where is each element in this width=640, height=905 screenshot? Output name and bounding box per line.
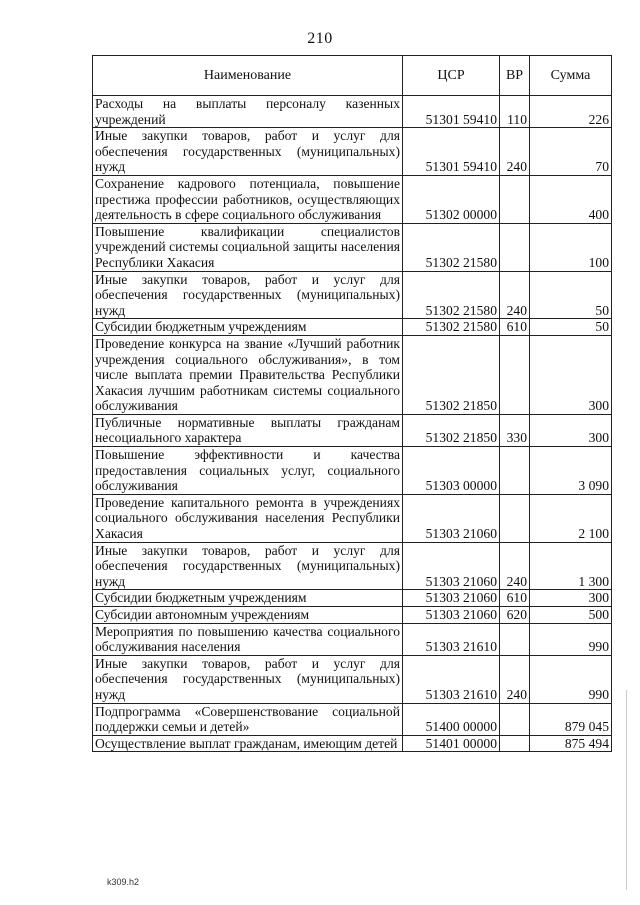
header-name: Наименование (93, 56, 403, 96)
cell-csr: 51303 00000 (403, 447, 500, 495)
cell-sum: 300 (530, 414, 612, 446)
cell-csr: 51302 21580 (403, 223, 500, 271)
cell-name: Сохранение кадрового потенциала, повышение престижа профессии работников, осуществляющих деятельность в сфере социального обслуживания (93, 175, 403, 223)
cell-sum: 50 (530, 271, 612, 319)
cell-csr: 51302 21850 (403, 414, 500, 446)
table-row (93, 319, 612, 336)
cell-csr: 51303 21610 (403, 655, 500, 703)
table-row (93, 703, 612, 735)
cell-name: Подпрограмма «Совершенствование социальной поддержки семьи и детей» (93, 703, 403, 735)
cell-name: Расходы на выплаты персоналу казенных учреждений (93, 96, 403, 128)
cell-sum: 875 494 (530, 735, 612, 752)
cell-csr: 51303 21060 (403, 590, 500, 607)
cell-csr: 51303 21060 (403, 542, 500, 590)
cell-csr: 51303 21060 (403, 494, 500, 542)
cell-name: Иные закупки товаров, работ и услуг для обеспечения государственных (муниципальных) нужд (93, 128, 403, 176)
header-csr: ЦСР (403, 56, 500, 96)
cell-sum: 226 (530, 96, 612, 128)
cell-vr (500, 703, 530, 735)
cell-csr: 51302 21580 (403, 319, 500, 336)
cell-name: Мероприятия по повышению качества социального обслуживания населения (93, 623, 403, 655)
table-row (93, 735, 612, 752)
cell-csr: 51301 59410 (403, 96, 500, 128)
cell-sum: 50 (530, 319, 612, 336)
cell-name: Иные закупки товаров, работ и услуг для обеспечения государственных (муниципальных) нужд (93, 271, 403, 319)
cell-sum: 300 (530, 335, 612, 414)
table-row (93, 607, 612, 624)
cell-csr: 51303 21060 (403, 607, 500, 624)
cell-vr (500, 623, 530, 655)
table-row (93, 271, 612, 319)
header-vr: ВР (500, 56, 530, 96)
cell-sum: 500 (530, 607, 612, 624)
cell-sum: 400 (530, 175, 612, 223)
table-row (93, 447, 612, 495)
cell-name: Публичные нормативные выплаты гражданам несоциального характера (93, 414, 403, 446)
scan-edge-line (626, 690, 627, 890)
cell-vr: 610 (500, 319, 530, 336)
cell-vr (500, 175, 530, 223)
cell-name: Субсидии бюджетным учреждениям (93, 319, 403, 336)
table-row (93, 175, 612, 223)
cell-vr: 110 (500, 96, 530, 128)
cell-sum: 300 (530, 590, 612, 607)
table-row (93, 494, 612, 542)
cell-csr: 51301 59410 (403, 128, 500, 176)
cell-vr (500, 447, 530, 495)
cell-sum: 2 100 (530, 494, 612, 542)
table-header-row (93, 56, 612, 96)
table-row (93, 128, 612, 176)
header-sum: Сумма (530, 56, 612, 96)
table-row (93, 414, 612, 446)
cell-vr (500, 494, 530, 542)
table-row (93, 542, 612, 590)
page-number: 210 (307, 30, 333, 47)
cell-name: Проведение капитального ремонта в учреждениях социального обслуживания населения Республики Хакасия (93, 494, 403, 542)
cell-csr: 51401 00000 (403, 735, 500, 752)
cell-vr: 240 (500, 655, 530, 703)
cell-vr: 330 (500, 414, 530, 446)
cell-vr (500, 223, 530, 271)
cell-sum: 3 090 (530, 447, 612, 495)
cell-vr: 240 (500, 271, 530, 319)
table-row (93, 590, 612, 607)
cell-csr: 51302 00000 (403, 175, 500, 223)
cell-vr: 240 (500, 542, 530, 590)
cell-name: Повышение квалификации специалистов учреждений системы социальной защиты населения Республики Хакасия (93, 223, 403, 271)
cell-name: Проведение конкурса на звание «Лучший работник учреждения социального обслуживания», в том числе выплата премии Правительства Республики Хакасия лучшим работникам системы социального обслуживания (93, 335, 403, 414)
cell-sum: 990 (530, 623, 612, 655)
footer-code: k309.h2 (107, 877, 140, 887)
cell-sum: 879 045 (530, 703, 612, 735)
cell-name: Осуществление выплат гражданам, имеющим детей (93, 735, 403, 752)
cell-vr: 620 (500, 607, 530, 624)
table-row (93, 223, 612, 271)
cell-sum: 990 (530, 655, 612, 703)
cell-csr: 51302 21850 (403, 335, 500, 414)
cell-name: Субсидии автономным учреждениям (93, 607, 403, 624)
cell-name: Иные закупки товаров, работ и услуг для обеспечения государственных (муниципальных) нужд (93, 655, 403, 703)
cell-name: Иные закупки товаров, работ и услуг для обеспечения государственных (муниципальных) нужд (93, 542, 403, 590)
table-row (93, 335, 612, 414)
table-row (93, 623, 612, 655)
cell-vr: 240 (500, 128, 530, 176)
table-row (93, 655, 612, 703)
budget-table (92, 55, 612, 752)
cell-vr (500, 735, 530, 752)
cell-sum: 1 300 (530, 542, 612, 590)
cell-sum: 100 (530, 223, 612, 271)
cell-csr: 51302 21580 (403, 271, 500, 319)
cell-csr: 51400 00000 (403, 703, 500, 735)
cell-csr: 51303 21610 (403, 623, 500, 655)
cell-name: Повышение эффективности и качества предоставления социальных услуг, социального обслуживания (93, 447, 403, 495)
cell-sum: 70 (530, 128, 612, 176)
cell-name: Субсидии бюджетным учреждениям (93, 590, 403, 607)
cell-vr (500, 335, 530, 414)
cell-vr: 610 (500, 590, 530, 607)
table-body (93, 96, 612, 752)
table-row (93, 96, 612, 128)
